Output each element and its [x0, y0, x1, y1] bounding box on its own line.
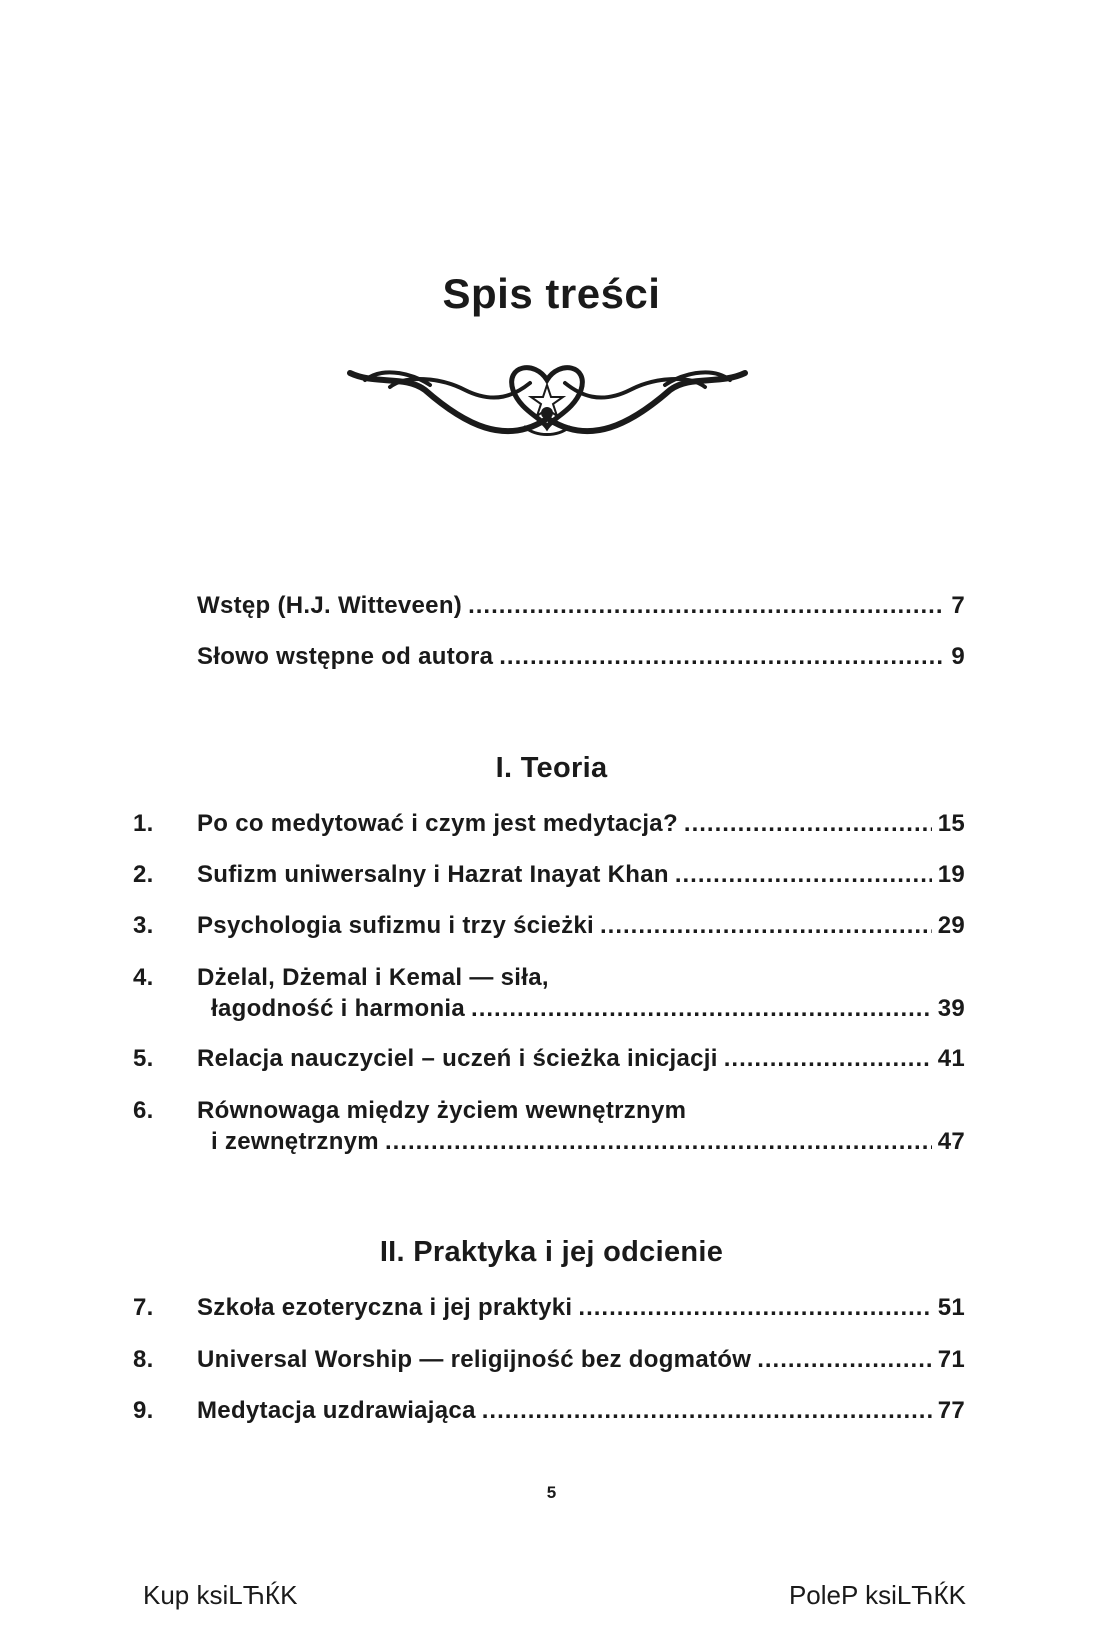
toc-entry-label: Sufizm uniwersalny i Hazrat Inayat Khan [197, 861, 669, 888]
toc-page-number: 29 [937, 912, 965, 939]
toc-entry-number: 9. [133, 1397, 154, 1424]
toc-entry-number: 2. [133, 861, 154, 888]
toc-entry-label: Wstęp (H.J. Witteveen) [197, 592, 463, 619]
toc-entry-number: 5. [133, 1045, 154, 1072]
dot-leader [724, 1045, 932, 1073]
toc-entry-label-continued: i zewnętrznym [211, 1128, 379, 1155]
toc-entry-label: Medytacja uzdrawiająca [197, 1397, 476, 1424]
footer-recommend-link[interactable]: PoleP ksiLЋЌK [788, 1580, 966, 1610]
dot-leader [385, 1128, 932, 1156]
dot-leader [600, 912, 932, 940]
toc-entry-label: Psychologia sufizmu i trzy ścieżki [197, 912, 594, 939]
dot-leader [578, 1294, 931, 1322]
toc-entry-label: Dżelal, Dżemal i Kemal — siła, [197, 964, 549, 991]
toc-page-number: 77 [937, 1397, 965, 1424]
page-number: 5 [546, 1483, 557, 1502]
toc-entry-label: Relacja nauczyciel – uczeń i ścieżka inicjacji [197, 1045, 718, 1072]
dot-leader [757, 1346, 932, 1374]
toc-entry-label: Universal Worship — religijność bez dogmatów [197, 1346, 752, 1373]
footer-buy-link[interactable]: Kup ksiLЋЌK [143, 1580, 298, 1610]
dot-leader [468, 592, 945, 620]
toc-page-number: 9 [951, 643, 965, 670]
toc-entry-label: Słowo wstępne od autora [197, 643, 494, 670]
toc-entry-label: Szkoła ezoteryczna i jej praktyki [197, 1294, 573, 1321]
dot-leader [471, 995, 932, 1023]
toc-entry-number: 3. [133, 912, 154, 939]
section-heading-part-2: II. Praktyka i jej odcienie [379, 1236, 724, 1268]
toc-page-number: 15 [937, 810, 965, 837]
toc-page-number: 41 [937, 1045, 965, 1072]
toc-entry-label: Równowaga między życiem wewnętrznym [197, 1097, 687, 1124]
toc-entry-number: 6. [133, 1097, 154, 1124]
toc-page-number: 19 [937, 861, 965, 888]
toc-page-number: 71 [937, 1346, 965, 1373]
toc-entry-number: 8. [133, 1346, 154, 1373]
toc-page-number: 39 [937, 995, 965, 1022]
toc-entry-number: 4. [133, 964, 154, 991]
dot-leader [499, 643, 945, 671]
toc-entry-number: 7. [133, 1294, 154, 1321]
page-title: Spis treści [442, 270, 661, 317]
section-heading-part-1: I. Teoria [495, 752, 608, 784]
dot-leader [675, 861, 932, 889]
toc-entry-number: 1. [133, 810, 154, 837]
dot-leader [684, 810, 932, 838]
toc-page-number: 47 [937, 1128, 965, 1155]
dot-leader [482, 1397, 932, 1425]
toc-entry-label: Po co medytować i czym jest medytacja? [197, 810, 678, 837]
toc-page-number: 51 [937, 1294, 965, 1321]
ornament-flourish-icon [345, 355, 765, 455]
toc-entry-label-continued: łagodność i harmonia [211, 995, 466, 1022]
toc-page-number: 7 [951, 592, 965, 619]
